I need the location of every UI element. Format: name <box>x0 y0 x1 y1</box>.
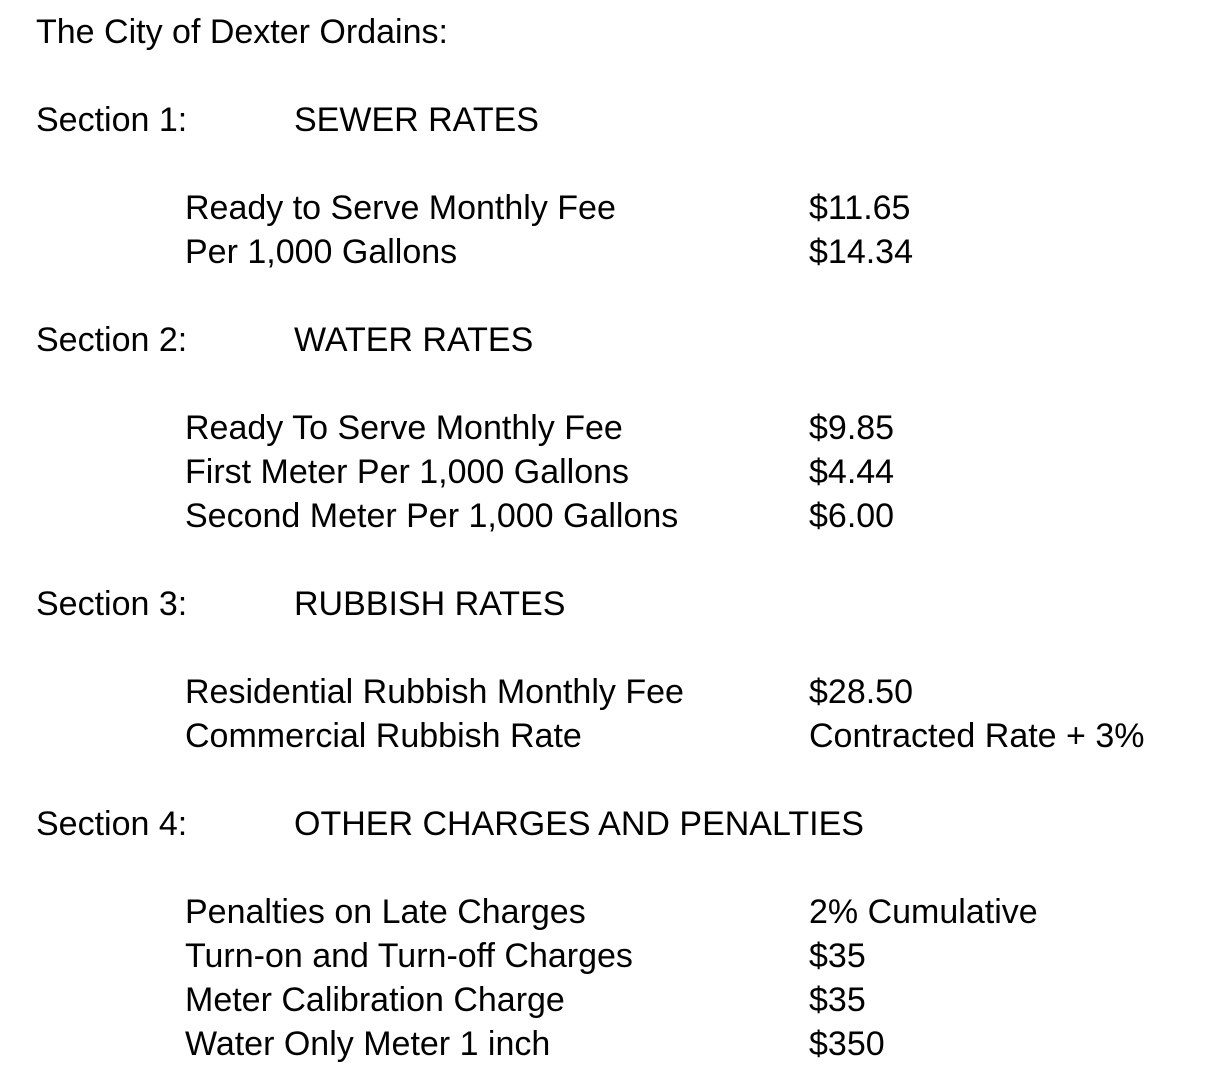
rate-row <box>36 934 1216 978</box>
section-heading <box>36 582 1216 626</box>
rate-row <box>36 494 1216 538</box>
rate-label: First Meter Per 1,000 Gallons <box>185 453 630 491</box>
ordinance-intro: The City of Dexter Ordains: <box>36 13 448 51</box>
section-heading <box>36 802 1216 846</box>
rate-row <box>36 714 1216 758</box>
rate-label: Per 1,000 Gallons <box>185 233 458 271</box>
rate-value: $9.85 <box>809 409 895 447</box>
rate-value: Contracted Rate + 3% <box>809 717 1145 755</box>
rate-value: $14.34 <box>809 233 913 271</box>
section-other-charges <box>36 802 1216 1066</box>
rate-row <box>36 450 1216 494</box>
rate-value: $35 <box>809 981 866 1019</box>
section-rubbish-rates <box>36 582 1216 758</box>
rate-row <box>36 978 1216 1022</box>
rate-value: $6.00 <box>809 497 895 535</box>
rate-label: Turn-on and Turn-off Charges <box>185 937 633 975</box>
rate-row <box>36 890 1216 934</box>
rate-label: Second Meter Per 1,000 Gallons <box>185 497 679 535</box>
section-title: SEWER RATES <box>294 101 539 139</box>
section-title: OTHER CHARGES AND PENALTIES <box>294 805 864 843</box>
rate-value: $350 <box>809 1025 885 1063</box>
section-title: WATER RATES <box>294 321 534 359</box>
rate-label: Penalties on Late Charges <box>185 893 586 931</box>
section-water-rates <box>36 318 1216 538</box>
section-heading <box>36 98 1216 142</box>
section-heading <box>36 318 1216 362</box>
rate-row <box>36 186 1216 230</box>
rate-label: Ready to Serve Monthly Fee <box>185 189 616 227</box>
section-sewer-rates <box>36 98 1216 274</box>
rate-label: Water Only Meter 1 inch <box>185 1025 551 1063</box>
rate-label: Meter Calibration Charge <box>185 981 565 1019</box>
rate-label: Commercial Rubbish Rate <box>185 717 582 755</box>
rate-row <box>36 230 1216 274</box>
section-number: Section 1: <box>36 101 188 139</box>
rate-row <box>36 670 1216 714</box>
rate-value: $28.50 <box>809 673 913 711</box>
section-number: Section 4: <box>36 805 188 843</box>
rate-label: Ready To Serve Monthly Fee <box>185 409 623 447</box>
rate-value: $35 <box>809 937 866 975</box>
section-number: Section 3: <box>36 585 188 623</box>
rate-value: $11.65 <box>809 189 911 227</box>
section-number: Section 2: <box>36 321 188 359</box>
rate-row <box>36 406 1216 450</box>
ordinance-document <box>36 10 1216 1066</box>
rate-label: Residential Rubbish Monthly Fee <box>185 673 684 711</box>
rate-value: 2% Cumulative <box>809 893 1038 931</box>
rate-value: $4.44 <box>809 453 895 491</box>
section-title: RUBBISH RATES <box>294 585 566 623</box>
rate-row <box>36 1022 1216 1066</box>
